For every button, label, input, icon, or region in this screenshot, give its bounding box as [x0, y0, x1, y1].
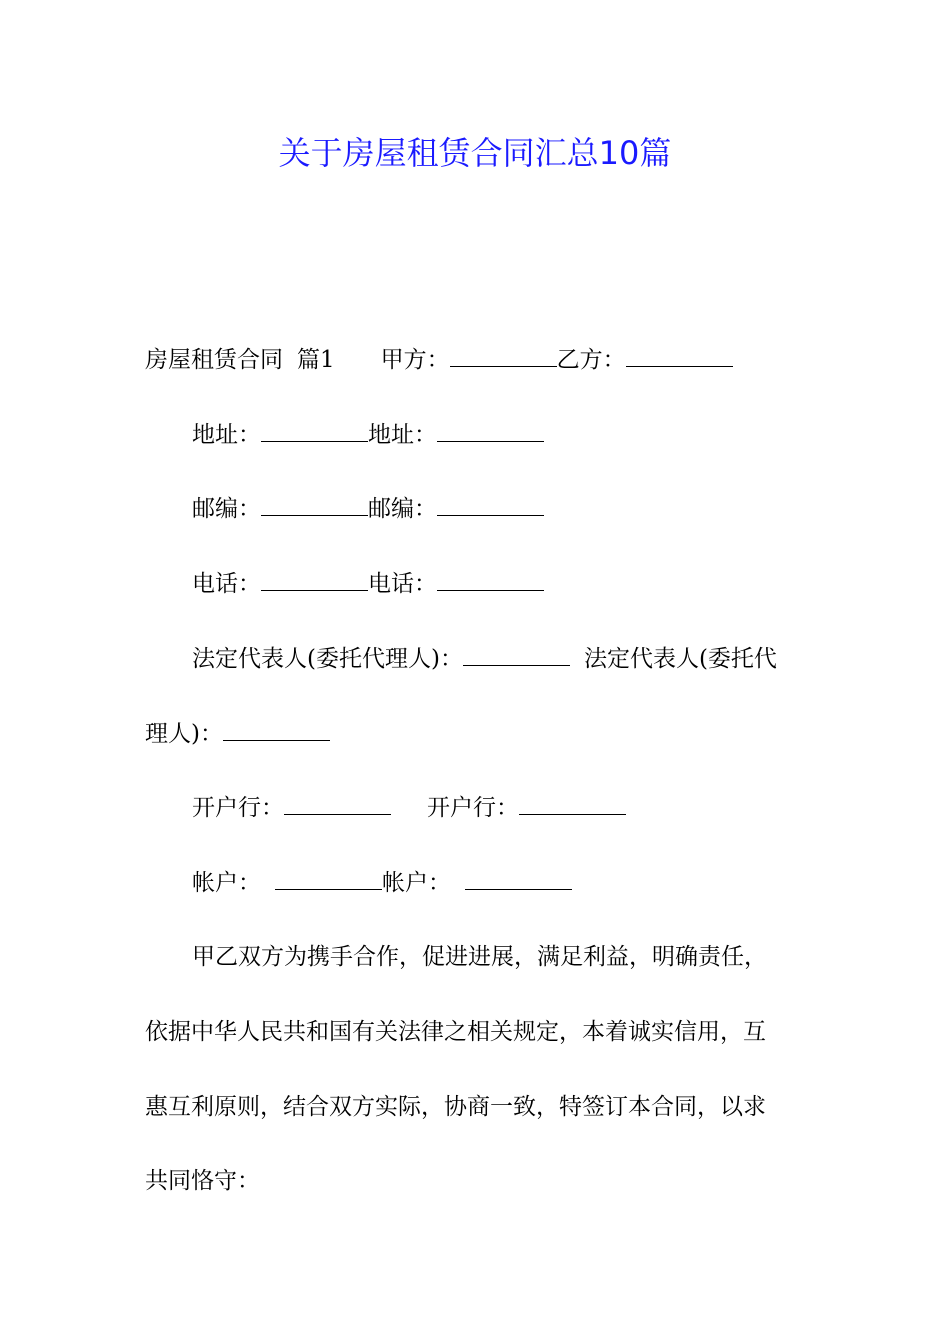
legal-rep-label-b: 法定代表人(委托代 — [583, 646, 777, 672]
postcode-label-b: 邮编： — [368, 496, 437, 522]
party-a-label: 甲方： — [380, 347, 450, 373]
legal-rep-label-b-cont: 理人)： — [145, 721, 223, 747]
account-label-a: 帐户： — [192, 870, 261, 896]
postcode-blank-a[interactable] — [261, 493, 368, 516]
account-label-b: 帐户： — [382, 870, 451, 896]
postcode-line — [192, 491, 544, 527]
postcode-label-a: 邮编： — [192, 496, 261, 522]
bank-blank-b[interactable] — [519, 792, 626, 815]
phone-blank-a[interactable] — [261, 568, 368, 591]
account-blank-b[interactable] — [465, 867, 572, 890]
document-title: 关于房屋租赁合同汇总10篇 — [278, 134, 672, 172]
account-blank-a[interactable] — [275, 867, 382, 890]
party-a-blank[interactable] — [450, 344, 557, 367]
phone-line — [192, 566, 544, 602]
bank-blank-a[interactable] — [284, 792, 391, 815]
legal-rep-blank-a[interactable] — [463, 643, 570, 666]
bank-label-a: 开户行： — [192, 795, 284, 821]
address-label-a: 地址： — [192, 422, 261, 448]
legal-rep-line — [192, 641, 777, 677]
paragraph-line-2: 依据中华人民共和国有关法律之相关规定，本着诚实信用，互 — [145, 1019, 766, 1045]
address-line — [192, 417, 544, 453]
paragraph-line-1: 甲乙双方为携手合作，促进进展，满足利益，明确责任， — [192, 944, 767, 970]
bank-line — [192, 790, 626, 826]
address-blank-b[interactable] — [437, 419, 544, 442]
paragraph-line-4: 共同恪守： — [145, 1168, 260, 1194]
bank-label-b: 开户行： — [427, 795, 519, 821]
address-blank-a[interactable] — [261, 419, 368, 442]
phone-label-a: 电话： — [192, 571, 261, 597]
piece-label: 篇1 — [297, 347, 335, 373]
legal-rep-blank-b[interactable] — [223, 718, 330, 741]
section-label: 房屋租赁合同 — [145, 347, 283, 373]
legal-rep-label-a: 法定代表人(委托代理人)： — [192, 646, 463, 672]
phone-label-b: 电话： — [368, 571, 437, 597]
account-line — [192, 865, 572, 901]
party-b-label: 乙方： — [556, 347, 626, 373]
address-label-b: 地址： — [368, 422, 437, 448]
header-line — [145, 342, 733, 378]
party-b-blank[interactable] — [626, 344, 733, 367]
phone-blank-b[interactable] — [437, 568, 544, 591]
postcode-blank-b[interactable] — [437, 493, 544, 516]
legal-rep-line-cont — [145, 716, 330, 752]
paragraph-line-3: 惠互利原则，结合双方实际，协商一致，特签订本合同，以求 — [145, 1094, 766, 1120]
